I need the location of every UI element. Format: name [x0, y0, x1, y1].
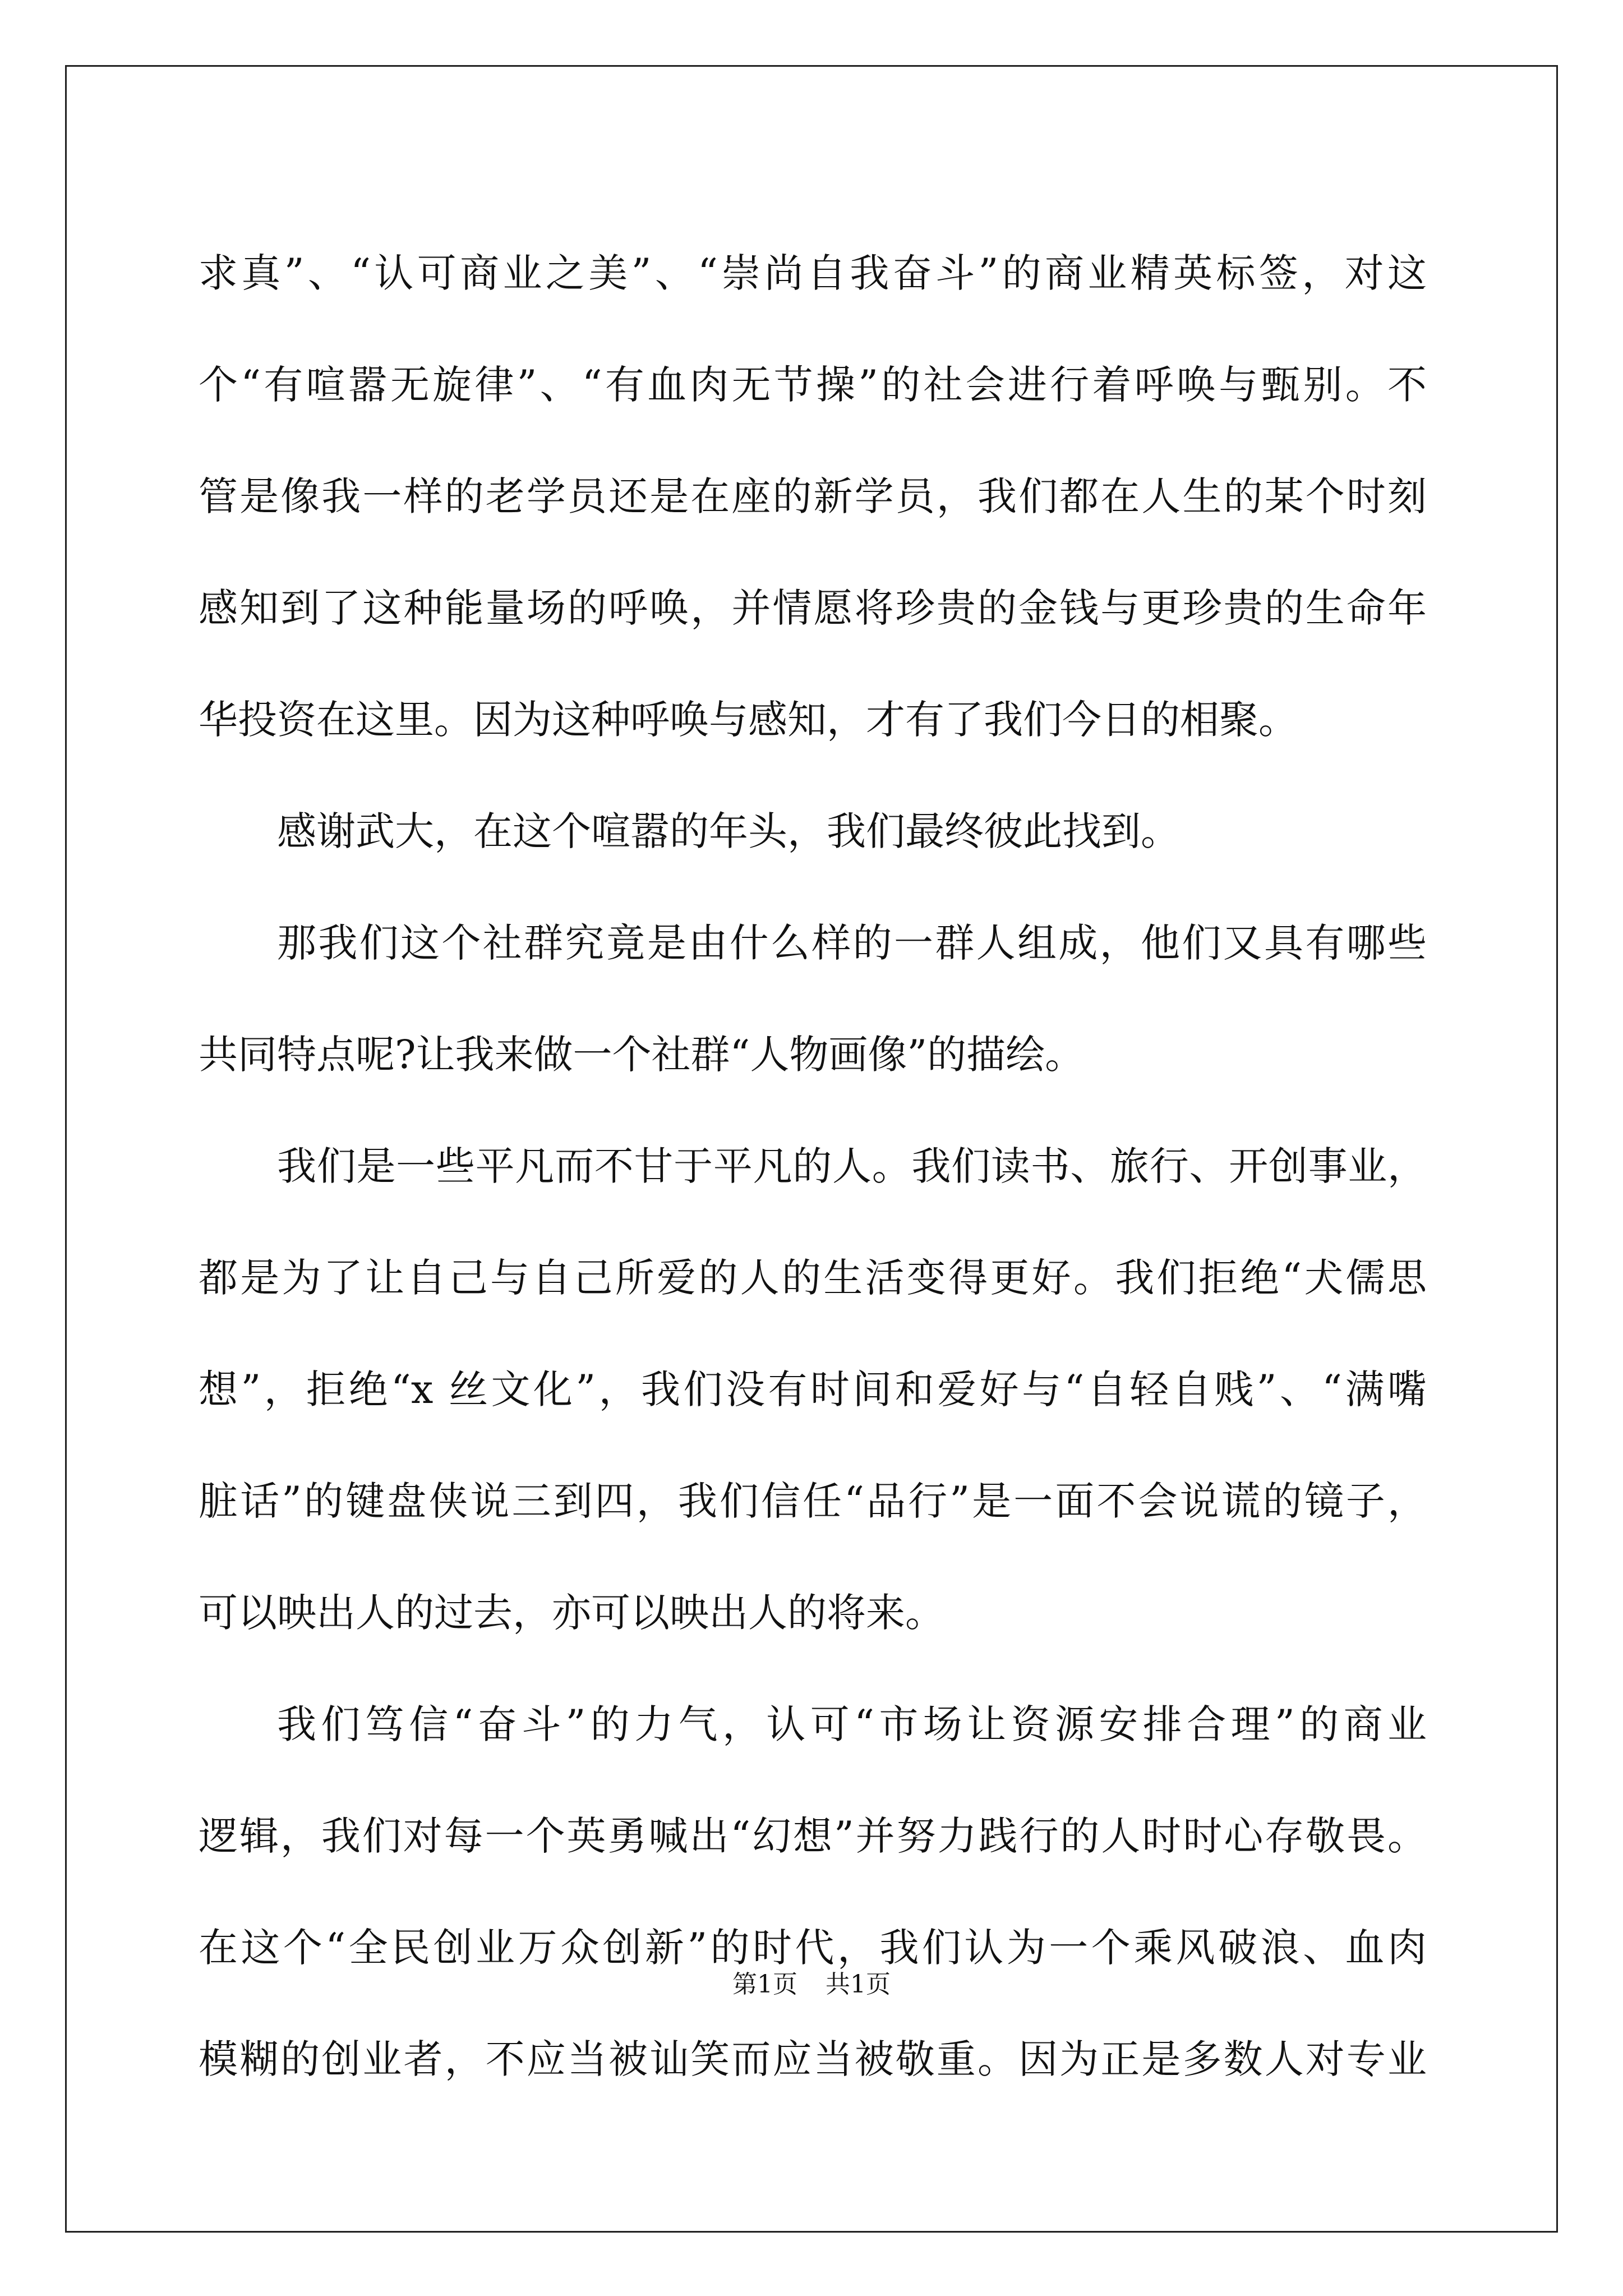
- paragraph-start-line: 我们是一些平凡而不甘于平凡的人。我们读书、旅行、开创事业，: [277, 1143, 1427, 1189]
- text-line: 共同特点呢?让我来做一个社群“人物画像”的描绘。: [199, 1032, 1085, 1078]
- page-number: 第1页: [732, 1970, 797, 1999]
- text-line: 管是像我一样的老学员还是在座的新学员，我们都在人生的某个时刻: [199, 473, 1427, 519]
- page-footer: [0, 1968, 1623, 2001]
- text-line: 华投资在这里。因为这种呼唤与感知，才有了我们今日的相聚。: [199, 697, 1298, 743]
- paragraph-start-line: 那我们这个社群究竟是由什么样的一群人组成，他们又具有哪些: [277, 920, 1427, 966]
- text-line: 感知到了这种能量场的呼唤，并情愿将珍贵的金钱与更珍贵的生命年: [199, 585, 1427, 631]
- text-line: 都是为了让自己与自己所爱的人的生活变得更好。我们拒绝“犬儒思: [199, 1255, 1427, 1301]
- text-line: 在这个“全民创业万众创新”的时代，我们认为一个乘风破浪、血肉: [199, 1925, 1427, 1971]
- document-body: [199, 218, 1427, 2115]
- text-line: 可以映出人的过去，亦可以映出人的将来。: [199, 1590, 944, 1636]
- paragraph-start-line: 感谢武大，在这个喧嚣的年头，我们最终彼此找到。: [277, 808, 1180, 854]
- text-line: 求真”、“认可商业之美”、“崇尚自我奋斗”的商业精英标签，对这: [199, 250, 1427, 296]
- text-line: 想”，拒绝“x 丝文化”，我们没有时间和爱好与“自轻自贱”、“满嘴: [199, 1366, 1427, 1412]
- paragraph-start-line: 我们笃信“奋斗”的力气，认可“市场让资源安排合理”的商业: [277, 1701, 1427, 1747]
- text-line: 脏话”的键盘侠说三到四，我们信任“品行”是一面不会说谎的镜子，: [199, 1478, 1427, 1524]
- text-line: 模糊的创业者，不应当被讪笑而应当被敬重。因为正是多数人对专业: [199, 2036, 1427, 2082]
- text-line: 逻辑，我们对每一个英勇喊出“幻想”并努力践行的人时时心存敬畏。: [199, 1813, 1427, 1859]
- text-line: 个“有喧嚣无旋律”、“有血肉无节操”的社会进行着呼唤与甄别。不: [199, 362, 1427, 408]
- page-total: 共1页: [826, 1970, 891, 1999]
